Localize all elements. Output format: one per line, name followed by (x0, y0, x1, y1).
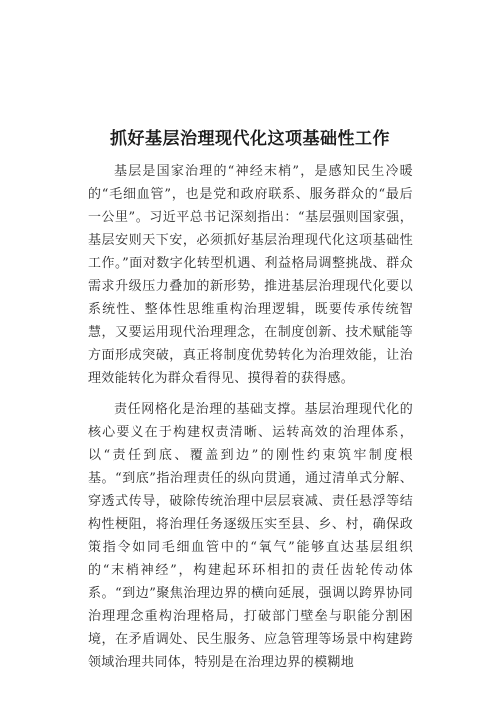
document-body (88, 160, 413, 674)
document-title: 抓好基层治理现代化这项基础性工作 (110, 129, 390, 149)
paragraph-1: 基层是国家治理的“神经末梢”，是感知民生冷暖的“毛细血管”，也是党和政府联系、服务群众的“最后一公里”。习近平总书记深刻指出：“基层强则国家强，基层安则天下安，必须抓好基层治理现代化这项基础性工作。”面对数字化转型机遇、利益格局调整挑战、群众需求升级压力叠加的新形势，推进基层治理现代化要以系统性、整体性思维重构治理逻辑，既要传承传统智慧，又要运用现代治理理念，在制度创新、技术赋能等方面形成突破，真正将制度优势转化为治理效能，让治理效能转化为群众看得见、摸得着的获得感。 (88, 164, 413, 386)
paragraph-2: 责任网格化是治理的基础支撑。基层治理现代化的核心要义在于构建权责清晰、运转高效的治理体系，以“责任到底、覆盖到边”的刚性约束筑牢制度根基。“到底”指治理责任的纵向贯通，通过清单式分解、穿透式传导，破除传统治理中层层衰减、责任悬浮等结构性梗阻，将治理任务逐级压实至县、乡、村，确保政策指令如同毛细血管中的“氧气”能够直达基层组织的“末梢神经”，构建起环环相扣的责任齿轮传动体系。“到边”聚焦治理边界的横向延展，强调以跨界协同治理理念重构治理格局，打破部门壁垒与职能分割困境，在矛盾调处、民生服务、应急管理等场景中构建跨领域治理共同体，特别是在治理边界的模糊地 (88, 402, 413, 670)
